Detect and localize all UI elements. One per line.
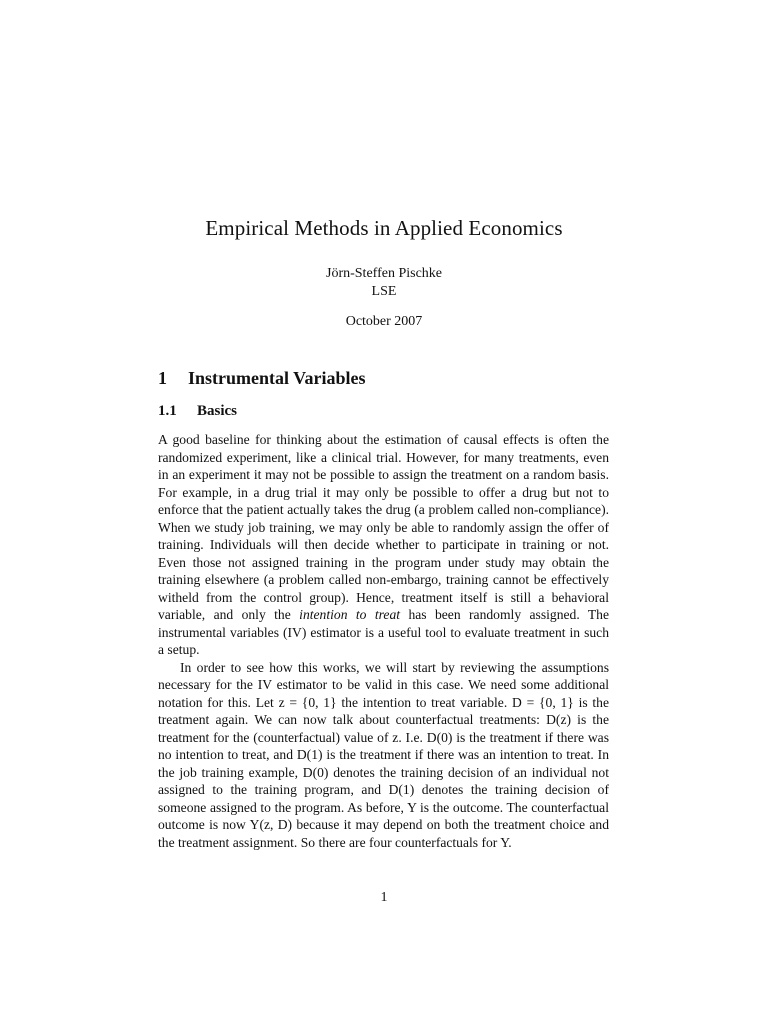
author-name: Jörn-Steffen Pischke xyxy=(326,266,442,281)
subsection-heading xyxy=(158,403,237,420)
document-date: October 2007 xyxy=(345,314,423,329)
subsection-title: Basics xyxy=(197,403,238,419)
subsection-number: 1.1 xyxy=(158,403,177,419)
paragraph-1-end: has been randomly assigned. The instrumental variables (IV) estimator is a useful tool to evaluate treatment in such a setup. xyxy=(158,607,610,657)
page-number: 1 xyxy=(380,890,388,905)
body-text xyxy=(158,431,609,851)
section-heading xyxy=(158,368,366,389)
section-number: 1 xyxy=(158,368,167,388)
paragraph-1-start: A good baseline for thinking about the estimation of causal effects is often the randomized experiment, like a clinical trial. However, for many treatments, even in an experiment it may not be possible to assign the treatment on a random basis. For example, in a drug trial it may only be possible to offer a drug but not to enforce that the patient actually takes the drug (a problem called non-compliance). When we study job training, we may only be able to randomly assign the offer of training. Individuals will then decide whether to participate in training or not. Even those not assigned training in the program under study may obtain the training elsewhere (a problem called non-embargo, training cannot be effectively witheld from the control group). Hence, treatment itself is still a behavioral variable, and only the xyxy=(158,432,609,622)
author-block xyxy=(0,265,768,301)
section-title: Instrumental Variables xyxy=(188,368,366,388)
document-title: Empirical Methods in Applied Economics xyxy=(205,216,563,240)
paragraph-2: In order to see how this works, we will start by reviewing the assumptions necessary for the IV estimator to be valid in this case. We need some additional notation for this. Let z = {0, 1} the intention to treat variable. D = {0, 1} is the treatment again. We can now talk about counterfactual treatments: D(z) is the treatment for the (counterfactual) value of z. I.e. D(0) is the treatment if there was no intention to treat, and D(1) is the treatment if there was an intention to treat. In the job training example, D(0) denotes the training decision of an individual not assigned to the training program, and D(1) denotes the training decision of someone assigned to the program. As before, Y is the outcome. The counterfactual outcome is now Y(z, D) because it may depend on both the treatment choice and the treatment assignment. So there are four counterfactuals for Y. xyxy=(158,659,609,850)
emphasis-intention-to-treat: intention to treat xyxy=(299,607,401,622)
author-affiliation: LSE xyxy=(371,284,397,299)
paragraph-1 xyxy=(158,431,609,659)
